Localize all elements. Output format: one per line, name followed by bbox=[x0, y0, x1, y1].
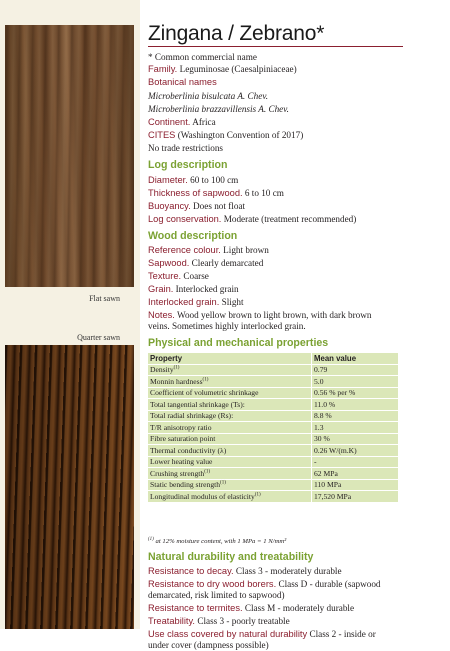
quarter-sawn-caption: Quarter sawn bbox=[77, 333, 120, 342]
family-row bbox=[148, 64, 297, 75]
cites-row bbox=[148, 130, 303, 141]
property-cell: Crushing strength$^{(1)}$ bbox=[148, 468, 312, 480]
table-row bbox=[148, 376, 398, 388]
image-sidebar bbox=[0, 0, 140, 629]
continent-row bbox=[148, 117, 216, 128]
continent-label: Continent. bbox=[148, 117, 191, 127]
mean-value-cell: - bbox=[312, 456, 399, 468]
table-row bbox=[148, 491, 398, 503]
property-cell: T/R anisotropy ratio bbox=[148, 422, 312, 434]
wood-item: Texture. Coarse bbox=[148, 271, 209, 281]
common-name-note: * Common commercial name bbox=[148, 52, 257, 62]
property-cell: Coefficient of volumetric shrinkage bbox=[148, 387, 312, 399]
table-row bbox=[148, 422, 398, 434]
log-description-heading: Log description bbox=[148, 159, 228, 171]
trade-restrictions: No trade restrictions bbox=[148, 143, 224, 153]
table-header-row bbox=[148, 353, 398, 364]
wood-description-heading: Wood description bbox=[148, 230, 238, 242]
botanical-name-2: Microberlinia brazzavillensis A. Chev. bbox=[148, 104, 289, 114]
mean-value-cell: 30 % bbox=[312, 433, 399, 445]
table-row bbox=[148, 387, 398, 399]
mean-value-cell: 8.8 % bbox=[312, 410, 399, 422]
mean-value-cell: 110 MPa bbox=[312, 479, 399, 491]
table-row bbox=[148, 399, 398, 411]
table-footnote: $^{(1)}$ at 12% moisture content, with 1 MPa = 1 N/mm² bbox=[148, 536, 287, 545]
cites-label: CITES bbox=[148, 130, 176, 140]
page-title: Zingana / Zebrano* bbox=[148, 22, 325, 45]
property-column-header: Property bbox=[148, 353, 312, 364]
wood-item: Grain. Interlocked grain bbox=[148, 284, 239, 294]
durability-heading: Natural durability and treatability bbox=[148, 551, 314, 563]
flat-sawn-caption: Flat sawn bbox=[89, 294, 120, 303]
log-item: Diameter. 60 to 100 cm bbox=[148, 175, 239, 185]
mean-value-cell: 11.0 % bbox=[312, 399, 399, 411]
table-row bbox=[148, 468, 398, 480]
property-cell: Longitudinal modulus of elasticity$^{(1)}$ bbox=[148, 491, 312, 503]
durability-item: Treatability. Class 3 - poorly treatable bbox=[148, 616, 290, 626]
mean-value-cell: 0.26 W/(m.K) bbox=[312, 445, 399, 457]
mean-value-cell: 5.0 bbox=[312, 376, 399, 388]
mean-value-column-header: Mean value bbox=[312, 353, 399, 364]
durability-item: Use class covered by natural durability Class 2 - inside or under cover (dampness possible) bbox=[148, 629, 376, 650]
wood-item: Reference colour. Light brown bbox=[148, 245, 269, 255]
cites-value: (Washington Convention of 2017) bbox=[177, 130, 304, 140]
mean-value-cell: 1.3 bbox=[312, 422, 399, 434]
property-cell: Density$^{(1)}$ bbox=[148, 364, 312, 376]
log-item: Thickness of sapwood. 6 to 10 cm bbox=[148, 188, 284, 198]
family-value: Leguminosae (Caesalpiniaceae) bbox=[179, 64, 297, 74]
table-row bbox=[148, 456, 398, 468]
log-item: Log conservation. Moderate (treatment recommended) bbox=[148, 214, 357, 224]
table-row bbox=[148, 364, 398, 376]
mean-value-cell: 17,520 MPa bbox=[312, 491, 399, 503]
table-row bbox=[148, 479, 398, 491]
property-cell: Lower heating value bbox=[148, 456, 312, 468]
wood-item: Sapwood. Clearly demarcated bbox=[148, 258, 264, 268]
table-row bbox=[148, 410, 398, 422]
property-cell: Total tangential shrinkage (Ts): bbox=[148, 399, 312, 411]
table-row bbox=[148, 433, 398, 445]
mean-value-cell: 62 MPa bbox=[312, 468, 399, 480]
durability-item: Resistance to termites. Class M - moderately durable bbox=[148, 603, 355, 613]
properties-table bbox=[148, 353, 398, 503]
property-cell: Monnin hardness$^{(1)}$ bbox=[148, 376, 312, 388]
log-item: Buoyancy. Does not float bbox=[148, 201, 246, 211]
wood-item: Interlocked grain. Slight bbox=[148, 297, 244, 307]
durability-item: Resistance to dry wood borers. Class D - durable (sapwood demarcated, risk limited to sapwood) bbox=[148, 579, 381, 600]
property-cell: Static bending strength$^{(1)}$ bbox=[148, 479, 312, 491]
physical-properties-heading: Physical and mechanical properties bbox=[148, 337, 329, 349]
durability-item: Resistance to decay. Class 3 - moderately durable bbox=[148, 566, 342, 576]
property-cell: Total radial shrinkage (Rs): bbox=[148, 410, 312, 422]
botanical-name-1: Microberlinia bisulcata A. Chev. bbox=[148, 91, 269, 101]
family-label: Family. bbox=[148, 64, 178, 74]
continent-value: Africa bbox=[192, 117, 216, 127]
property-cell: Thermal conductivity (λ) bbox=[148, 445, 312, 457]
flat-sawn-wood-image bbox=[5, 25, 134, 287]
property-cell: Fibre saturation point bbox=[148, 433, 312, 445]
quarter-sawn-wood-image bbox=[5, 345, 134, 629]
botanical-names-label: Botanical names bbox=[148, 77, 217, 87]
mean-value-cell: 0.56 % per % bbox=[312, 387, 399, 399]
title-divider bbox=[148, 46, 403, 47]
table-row bbox=[148, 445, 398, 457]
mean-value-cell: 0.79 bbox=[312, 364, 399, 376]
wood-notes: Notes. Wood yellow brown to light brown, with dark brown veins. Sometimes highly interlocked grain. bbox=[148, 310, 372, 331]
